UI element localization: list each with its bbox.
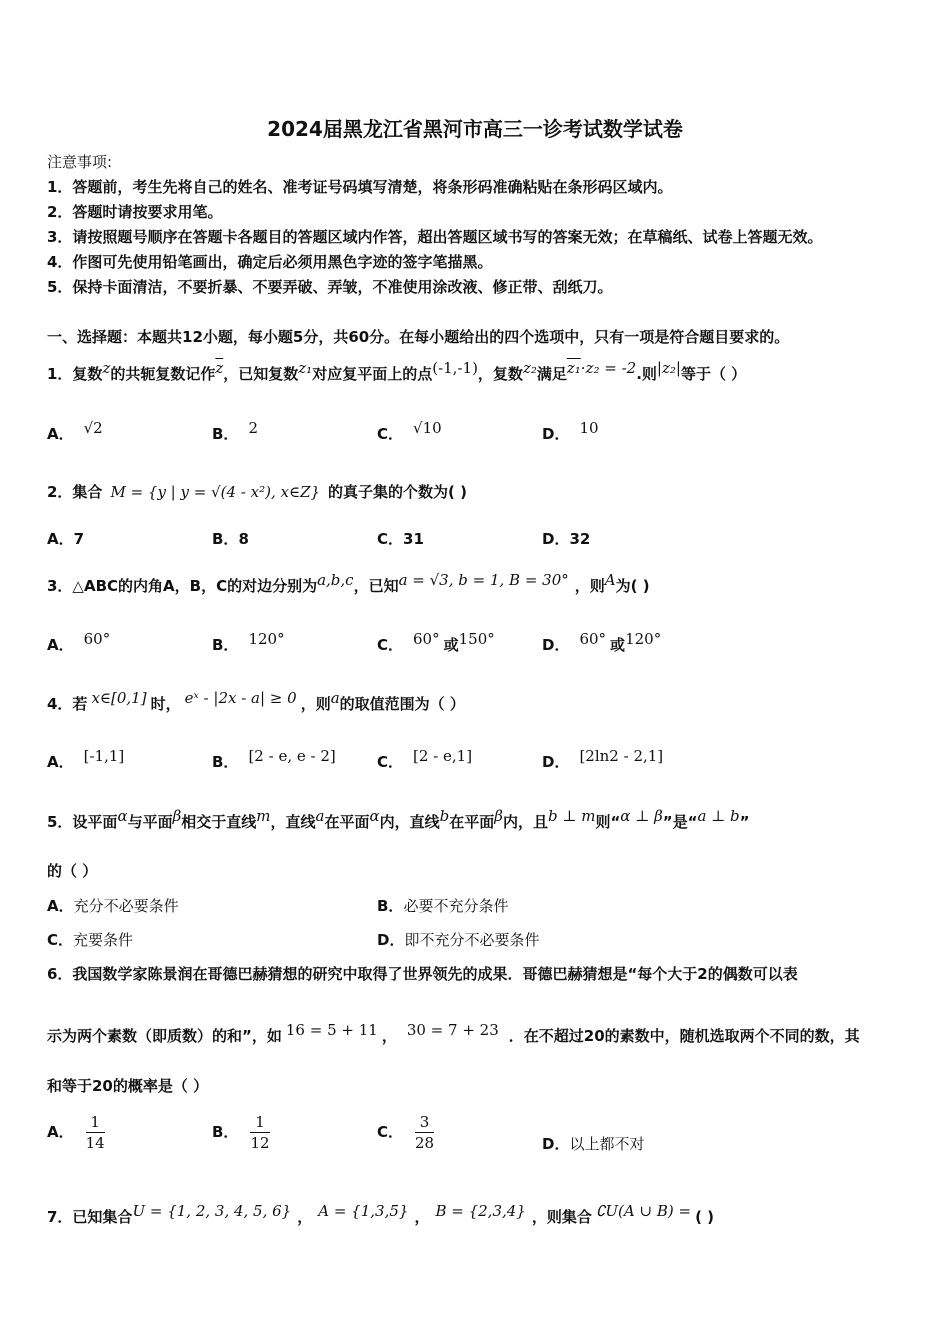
notes-item: 4．作图可先使用铅笔画出，确定后必须用黑色字迹的签字笔描黑。 [47,253,493,271]
option-d[interactable]: D． 10 [542,419,599,443]
question-6-stem-line-3: 和等于20的概率是（ ） [47,1077,209,1095]
option-b[interactable]: B． 120° [212,630,285,654]
question-7-stem: 7．已知集合U = {1, 2, 3, 4, 5, 6} ， A = {1,3,5} ， B = {2,3,4} ，则集合 ∁U(A ∪ B) = ( ) [47,1202,714,1226]
option-a[interactable]: A． [-1,1] [47,747,125,771]
option-d[interactable]: D．32 [542,530,591,548]
option-c[interactable]: C． 60° 或150° [377,630,495,654]
option-a[interactable]: A． √2 [47,419,103,443]
option-a[interactable]: A．充分不必要条件 [47,897,179,915]
option-b[interactable]: B． 2 [212,419,258,443]
question-6-stem-line-2: 示为两个素数（即质数）的和”，如 16 = 5 + 11 ， 30 = 7 + 23 ．在不超过20的素数中，随机选取两个不同的数，其 [47,1021,860,1045]
option-a[interactable]: A． 60° [47,630,111,654]
fraction: $\frac{1}{14}$ [85,1113,105,1152]
question-5-continuation: 的（ ） [47,862,98,880]
question-5-stem: 5．设平面α与平面β相交于直线m，直线a在平面α内，直线b在平面β内，且b ⊥ m则“α ⊥ β”是“a ⊥ b” [47,807,750,831]
option-d[interactable]: D． 60° 或120° [542,630,662,654]
notes-item: 5．保持卡面清洁，不要折暴、不要弄破、弄皱，不准使用涂改液、修正带、刮纸刀。 [47,278,613,296]
question-1-stem: 1．复数z的共轭复数记作$\overline{z}$，已知复数z₁对应复平面上的点(-1,-1)，复数z₂满足z₁·z₂ = -2.则|z₂|等于（ ） [47,359,747,383]
option-d[interactable]: D． [2ln2 - 2,1] [542,747,664,771]
notes-heading: 注意事项: [47,153,113,171]
option-b[interactable]: B．必要不充分条件 [377,897,509,915]
question-3-stem: 3．△ABC的内角A，B，C的对边分别为a,b,c，已知a = √3, b = 1, B = 30° ，则A为( ) [47,571,650,595]
option-b[interactable]: B． $\frac{1}{12}$ [212,1113,270,1152]
notes-item: 1．答题前，考生先将自己的姓名、准考证号码填写清楚，将条形码准确粘贴在条形码区域内。 [47,178,673,196]
notes-item: 2．答题时请按要求用笔。 [47,203,223,221]
question-2-stem: 2．集合 M = {y | y = √(4 - x²), x∈Z} 的真子集的个数为( ) [47,483,467,501]
option-c[interactable]: C．31 [377,530,424,548]
section-heading: 一、选择题：本题共12小题，每小题5分，共60分。在每小题给出的四个选项中，只有一项是符合题目要求的。 [47,328,790,346]
fraction: $\frac{1}{12}$ [250,1113,270,1152]
option-a[interactable]: A．7 [47,530,85,548]
page-title: 2024届黑龙江省黑河市高三一诊考试数学试卷 [267,117,683,141]
option-a[interactable]: A． $\frac{1}{14}$ [47,1113,105,1152]
option-d[interactable]: D．即不充分不必要条件 [377,931,540,949]
option-c[interactable]: C．充要条件 [47,931,134,949]
option-d[interactable]: D．以上都不对 [542,1135,645,1153]
fraction: $\frac{3}{28}$ [415,1113,435,1152]
option-c[interactable]: C． [2 - e,1] [377,747,473,771]
option-c[interactable]: C． √10 [377,419,442,443]
option-c[interactable]: C． $\frac{3}{28}$ [377,1113,435,1152]
question-6-stem-line-1: 6．我国数学家陈景润在哥德巴赫猜想的研究中取得了世界领先的成果．哥德巴赫猜想是“每个大于2的偶数可以表 [47,965,798,983]
option-b[interactable]: B．8 [212,530,249,548]
notes-item: 3．请按照题号顺序在答题卡各题目的答题区域内作答，超出答题区域书写的答案无效；在草稿纸、试卷上答题无效。 [47,228,823,246]
option-b[interactable]: B． [2 - e, e - 2] [212,747,336,771]
question-4-stem: 4．若 x∈[0,1] 时， eˣ - |2x - a| ≥ 0 ，则a的取值范围为（ ） [47,689,465,713]
